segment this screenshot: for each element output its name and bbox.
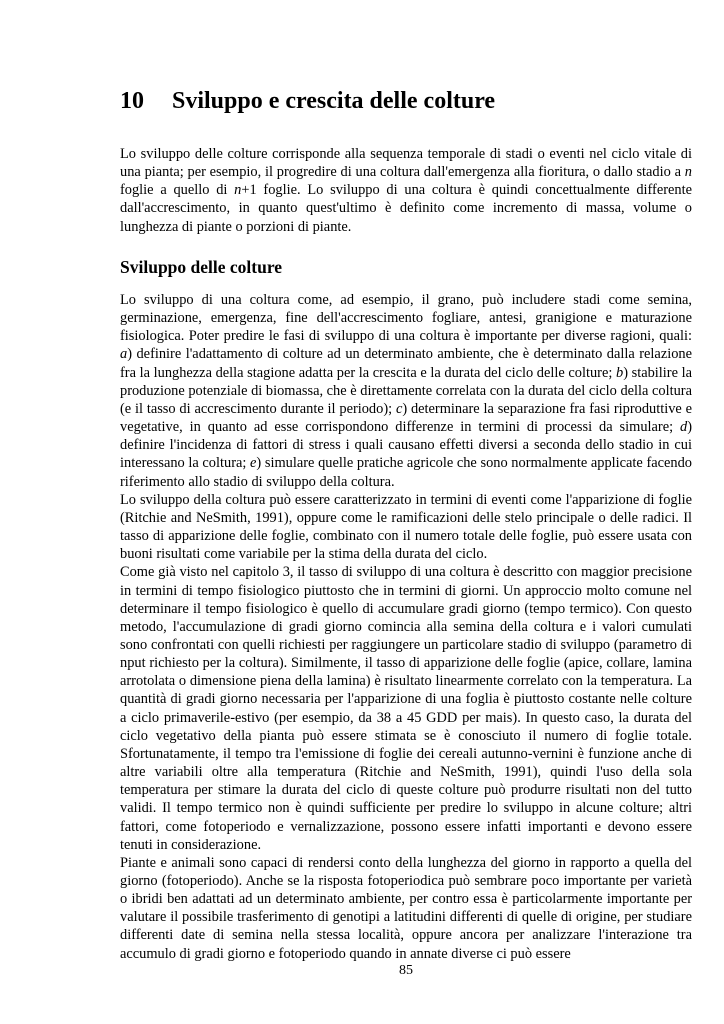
p1-text-e: ) definire l'incidenza di fattori di stress i quali causano effetti diversi a seconda dello stadio in cui interessano la coltura; [120, 419, 692, 472]
body-paragraph-2: Lo sviluppo della coltura può essere caratterizzato in termini di eventi come l'apparizione di foglie (Ritchie and NeSmith, 1991), oppure come le ramificazioni delle stelo principale o delle radici. Il tasso di apparizione delle foglie, combinato con il numero totale delle foglie, può essere usata con buoni risultati come variabile per la stima della durata del ciclo. [120, 491, 692, 563]
page-number: 85 [399, 963, 413, 978]
p1-text-d: ) determinare la separazione fra fasi riproduttive e vegetative, in quanto ad esse corrispondono differenze in termini di processi da simulare; [120, 400, 692, 436]
p1-text-f: ) simulare quelle pratiche agricole che sono normalmente applicate facendo riferimento allo stadio di sviluppo della coltura. [120, 455, 692, 490]
section-body [120, 291, 692, 963]
p1-label-e: e [250, 455, 257, 472]
body-paragraph-1 [120, 291, 692, 491]
section-heading: Sviluppo delle colture [120, 257, 283, 277]
p1-text-b: ) definire l'adattamento di colture ad un determinato ambiente, che è determinato dalla relazione fra la lunghezza della stagione adatta per la crescita e la durata del ciclo delle colture; [120, 346, 692, 381]
intro-italic-n1: n [684, 164, 692, 181]
chapter-title-text: Sviluppo e crescita delle colture [172, 88, 496, 114]
p1-label-c: c [395, 400, 403, 417]
p1-text-a: Lo sviluppo di una coltura come, ad esempio, il grano, può includere stadi come semina, germinazione, emergenza, fine dell'accrescimento fogliare, antesi, granigione e maturazione fisiologica. Poter predire le fasi di sviluppo di una coltura è importante per diverse ragioni, quali: [120, 292, 692, 345]
p1-label-d: d [680, 419, 688, 436]
p1-label-a: a [120, 346, 128, 363]
intro-text-3: +1 foglie. Lo sviluppo di una coltura è quindi concettualmente differente dall'accrescimento, in quanto quest'ultimo è definito come incremento di massa, volume o lunghezza di piante o porzioni di piante. [120, 182, 693, 235]
intro-section [120, 145, 692, 236]
p1-text-c: ) stabilire la produzione potenziale di biomassa, che è direttamente correlata con la durata del ciclo della coltura (e il tasso di accrescimento durante il periodo); [120, 364, 693, 417]
body-paragraph-3: Come già visto nel capitolo 3, il tasso di sviluppo di una coltura è descritto con maggior precisione in termini di tempo fisiologico piuttosto che in termini di giorni. Un approccio molto comune nel determinare il tempo fisiologico è quello di accumulare gradi giorno (tempo termico). Con questo metodo, l'accumulazione di gradi giorno comincia alla semina della coltura e i valori cumulati sono confrontati con quelli richiesti per raggiungere un particolare stadio di sviluppo (parametro di nput richiesto per la coltura). Similmente, il tasso di apparizione delle foglie (apice, collare, lamina arrotolata o dimensione piena della lamina) è risultato linearmente correlato con la temperatura. La quantità di gradi giorno necessaria per l'apparizione di una foglia è piuttosto costante nelle colture a ciclo primaverile-estivo (per esempio, da 38 a 45 GDD per mais). In questo caso, la durata del ciclo vegetativo della pianta può essere stimata se è conosciuto il numero di foglie totale. Sfortunatamente, il tempo tra l'emissione di foglie dei cereali autunno-vernini è funzione anche di altre variabili oltre alla temperatura (Ritchie and NeSmith, 1991), quindi l'uso della sola temperatura per stimare la durata del ciclo di queste colture può produrre risultati non del tutto validi. Il tempo termico non è quindi sufficiente per predire lo sviluppo in alcune colture; altri fattori, come fotoperiodo e vernalizzazione, possono essere infatti importanti e devono essere tenuti in considerazione. [120, 564, 692, 853]
intro-paragraph [120, 145, 692, 236]
intro-text-2: foglie a quello di [120, 182, 235, 199]
chapter-number: 10 [120, 88, 144, 114]
intro-text-1: Lo sviluppo delle colture corrisponde alla sequenza temporale di stadi o eventi nel ciclo vitale di una pianta; per esempio, il progredire di una coltura dall'emergenza alla fioritura, o dallo stadio a [120, 146, 692, 181]
intro-italic-n2: n [234, 182, 242, 199]
chapter-title [120, 86, 495, 116]
p1-label-b: b [616, 364, 624, 381]
body-paragraph-4: Piante e animali sono capaci di rendersi conto della lunghezza del giorno in rapporto a quella del giorno (fotoperiodo). Anche se la risposta fotoperiodica può sembrare poco importante per varietà o ibridi ben adattati ad un determinato ambiente, per contro essa è particolarmente importante per valutare il possibile trasferimento di genotipi a latitudini differenti di quelle di origine, per studiare differenti date di semina nella stessa località, oppure ancora per analizzare l'interazione tra accumulo di gradi giorno e fotoperiodo quando in annate diverse ci può essere [120, 854, 692, 962]
